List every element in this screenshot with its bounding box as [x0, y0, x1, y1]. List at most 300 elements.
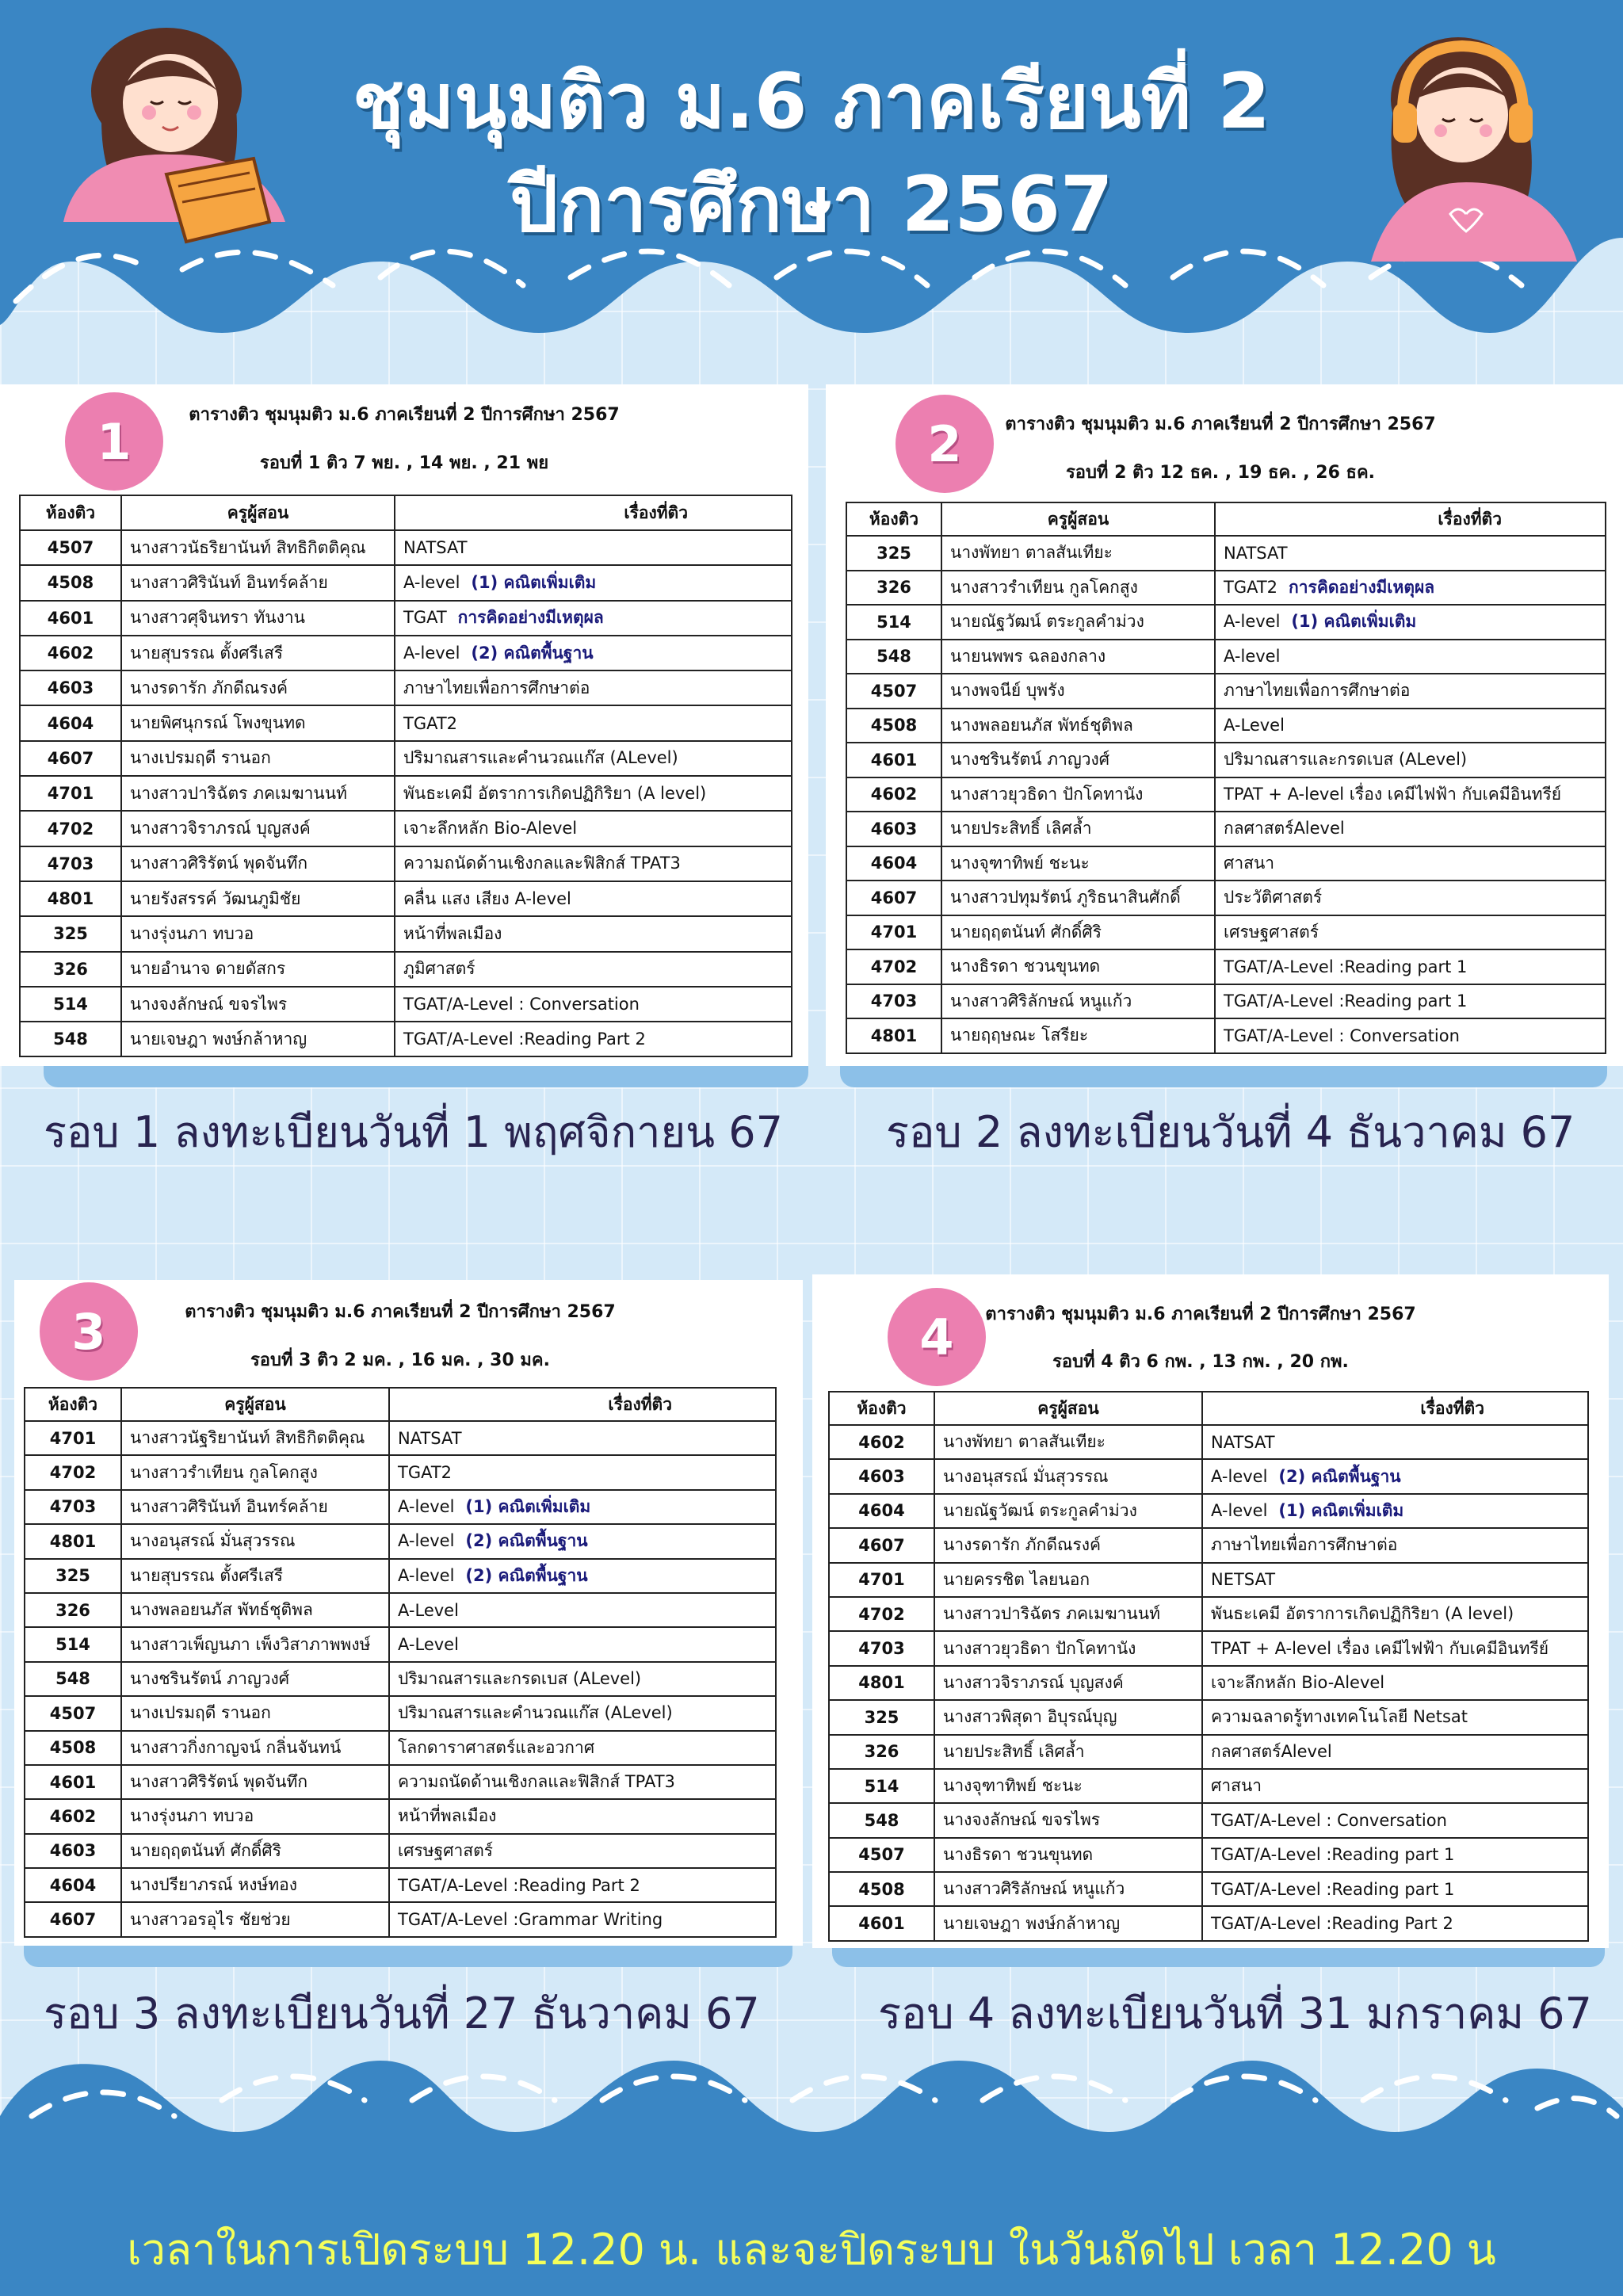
room-cell: 4607 — [846, 881, 941, 915]
room-cell: 4602 — [20, 636, 121, 670]
subject-text: TGAT2 — [398, 1463, 453, 1483]
room-cell: 4602 — [846, 777, 941, 812]
teacher-cell: นางสาวศิรินันท์ อินทร์คล้าย — [121, 565, 395, 600]
teacher-cell: นางพลอยนภัส พัทธ์ชุติพล — [941, 709, 1215, 743]
table-row — [829, 1597, 1588, 1631]
table-row — [829, 1631, 1588, 1665]
room-cell: 4508 — [20, 565, 121, 600]
table-row — [829, 1563, 1588, 1597]
room-cell: 4703 — [25, 1490, 121, 1524]
teacher-cell: นางจุฑาทิพย์ ชะนะ — [934, 1769, 1202, 1803]
subject-text: A-level — [398, 1496, 455, 1516]
subject-text: TGAT/A-Level : Conversation — [1211, 1810, 1447, 1830]
subject-note: (1) คณิตเพิ่มเติม — [471, 572, 597, 592]
subject-cell — [1215, 949, 1606, 984]
table-row — [20, 846, 792, 881]
col-teacher-header: ครูผู้สอน — [934, 1392, 1202, 1425]
table-row — [25, 1662, 776, 1696]
room-cell: 325 — [20, 916, 121, 951]
col-subject-header: เรื่องที่ติว — [389, 1388, 776, 1421]
room-cell: 4701 — [846, 915, 941, 950]
teacher-cell: นางสาวยุวธิดา ปักโคทานัง — [941, 777, 1215, 812]
teacher-cell: นางสาวปาริฉัตร ภคเมฆานนท์ — [934, 1597, 1202, 1631]
room-cell: 4603 — [829, 1459, 934, 1493]
subject-text: TGAT/A-Level :Reading part 1 — [1211, 1845, 1455, 1865]
subject-cell — [395, 601, 792, 636]
table-row — [829, 1528, 1588, 1562]
subject-cell — [1202, 1803, 1588, 1837]
table-row — [846, 605, 1606, 640]
room-cell: 4604 — [20, 705, 121, 740]
table-row — [20, 741, 792, 776]
room-cell: 548 — [829, 1803, 934, 1837]
subject-text: TPAT + A-level เรื่อง เคมีไฟฟ้า กับเคมีอินทรีย์ — [1224, 784, 1562, 804]
subject-text: A-level — [403, 643, 460, 663]
subject-text: A-Level — [398, 1635, 459, 1655]
panel-4-title: ตารางติว ชุมนุมติว ม.6 ภาคเรียนที่ 2 ปีการศึกษา 2567 — [985, 1305, 1416, 1324]
room-cell: 4603 — [20, 670, 121, 705]
table-row — [25, 1902, 776, 1936]
subject-text: เศรษฐศาสตร์ — [398, 1840, 494, 1860]
teacher-cell: นางสาวจิราภรณ์ บุญสงค์ — [121, 811, 395, 846]
round-badge-2: 2 — [896, 395, 994, 493]
table-row — [846, 949, 1606, 984]
subject-cell — [395, 952, 792, 987]
teacher-cell: นางรดารัก ภักดีณรงค์ — [121, 670, 395, 705]
col-subject-header: เรื่องที่ติว — [395, 495, 792, 530]
teacher-cell: นายพิศนุกรณ์ โพงขุนทด — [121, 705, 395, 740]
teacher-cell: นางสาวอรอุไร ชัยช่วย — [121, 1902, 389, 1936]
subject-text: TGAT2 — [1224, 577, 1278, 597]
registration-date-3: รอบ 3 ลงทะเบียนวันที่ 27 ธันวาคม 67 — [44, 1988, 760, 2038]
teacher-cell: นายณัฐวัฒน์ ตระกูลคำม่วง — [934, 1494, 1202, 1528]
subject-text: TGAT/A-Level :Reading part 1 — [1224, 957, 1468, 976]
subject-cell — [389, 1868, 776, 1902]
registration-date-1: รอบ 1 ลงทะเบียนวันที่ 1 พฤศจิกายน 67 — [44, 1107, 783, 1157]
teacher-cell: นางสาวศิริรัตน์ พุดจันทึก — [121, 846, 395, 881]
subject-cell — [395, 916, 792, 951]
room-cell: 325 — [846, 536, 941, 571]
teacher-cell: นางพัทยา ตาลสันเทียะ — [941, 536, 1215, 571]
teacher-cell: นายอำนาจ ดายดัสกร — [121, 952, 395, 987]
table-row — [846, 536, 1606, 571]
room-cell: 4702 — [846, 949, 941, 984]
teacher-cell: นางสาวศิรินันท์ อินทร์คล้าย — [121, 1490, 389, 1524]
teacher-cell: นางสาวเพ็ญนภา เพ็งวิสาภาพพงษ์ — [121, 1627, 389, 1661]
teacher-cell: นางรุ่งนภา ทบวอ — [121, 916, 395, 951]
room-cell: 4603 — [25, 1834, 121, 1868]
subject-cell — [1202, 1872, 1588, 1906]
col-room-header: ห้องติว — [829, 1392, 934, 1425]
subject-cell — [1215, 640, 1606, 674]
subject-cell — [1202, 1838, 1588, 1872]
subject-text: ภาษาไทยเพื่อการศึกษาต่อ — [403, 678, 590, 697]
subject-cell — [395, 565, 792, 600]
table-row — [25, 1731, 776, 1765]
subject-text: คลื่น แสง เสียง A-level — [403, 888, 571, 908]
room-cell: 4601 — [20, 601, 121, 636]
subject-text: หน้าที่พลเมือง — [403, 923, 502, 943]
subject-cell — [395, 776, 792, 811]
subject-text: เศรษฐศาสตร์ — [1224, 922, 1319, 942]
subject-cell — [1202, 1494, 1588, 1528]
subject-cell — [389, 1834, 776, 1868]
subject-cell — [1215, 536, 1606, 571]
room-cell: 4801 — [829, 1666, 934, 1700]
teacher-cell: นางสาวรำเทียน กูลโคกสูง — [121, 1455, 389, 1489]
col-teacher-header: ครูผู้สอน — [121, 495, 395, 530]
room-cell: 4701 — [25, 1421, 121, 1455]
room-cell: 4601 — [829, 1906, 934, 1940]
round-badge-1: 1 — [65, 392, 163, 491]
room-cell: 4701 — [20, 776, 121, 811]
subject-cell — [389, 1731, 776, 1765]
subject-text: NATSAT — [403, 538, 468, 558]
subject-text: หน้าที่พลเมือง — [398, 1806, 497, 1826]
subject-text: ปริมาณสารและกรดเบส (ALevel) — [398, 1668, 642, 1688]
room-cell: 4703 — [829, 1631, 934, 1665]
subject-cell — [395, 987, 792, 1022]
col-room-header: ห้องติว — [846, 502, 941, 536]
subject-text: ความถนัดด้านเชิงกลและฟิสิกส์ TPAT3 — [398, 1772, 675, 1792]
subject-text: โลกดาราศาสตร์และอวกาศ — [398, 1737, 595, 1757]
subject-cell — [389, 1765, 776, 1799]
room-cell: 4604 — [25, 1868, 121, 1902]
subject-text: A-level — [1211, 1500, 1268, 1520]
subject-cell — [1202, 1631, 1588, 1665]
subject-cell — [1202, 1563, 1588, 1597]
room-cell: 4601 — [846, 743, 941, 777]
subject-cell — [1215, 777, 1606, 812]
subject-cell — [389, 1799, 776, 1833]
room-cell: 4801 — [20, 881, 121, 916]
table-row — [25, 1765, 776, 1799]
schedule-table-4 — [828, 1391, 1589, 1942]
table-row — [20, 952, 792, 987]
teacher-cell: นายสุบรรณ ตั้งศรีเสรี — [121, 1559, 389, 1593]
subject-cell — [389, 1662, 776, 1696]
table-row — [846, 846, 1606, 881]
room-cell: 4703 — [20, 846, 121, 881]
subject-text: พันธะเคมี อัตราการเกิดปฏิกิริยา (A level) — [1211, 1604, 1514, 1624]
table-row — [20, 916, 792, 951]
table-row — [20, 565, 792, 600]
subject-text: TGAT/A-Level :Reading part 1 — [1224, 991, 1468, 1011]
subject-text: A-Level — [398, 1600, 459, 1620]
subject-cell — [1215, 605, 1606, 640]
subject-text: ภูมิศาสตร์ — [403, 959, 475, 979]
teacher-cell: นางสาวศิริลักษณ์ หนูแก้ว — [934, 1872, 1202, 1906]
table-row — [829, 1906, 1588, 1940]
table-row — [846, 571, 1606, 606]
table-row — [829, 1769, 1588, 1803]
table-row — [25, 1834, 776, 1868]
teacher-cell: นางเปรมฤดี รานอก — [121, 1696, 389, 1730]
subject-text: A-level — [1224, 612, 1281, 632]
teacher-cell: นายประสิทธิ์ เลิศล้ำ — [941, 812, 1215, 846]
registration-date-4: รอบ 4 ลงทะเบียนวันที่ 31 มกราคม 67 — [878, 1988, 1592, 2038]
table-row — [846, 640, 1606, 674]
col-teacher-header: ครูผู้สอน — [121, 1388, 389, 1421]
table-row — [846, 709, 1606, 743]
teacher-cell: นางพลอยนภัส พัทธ์ชุติพล — [121, 1593, 389, 1627]
subject-note: (1) คณิตเพิ่มเติม — [1278, 1500, 1404, 1520]
subject-cell — [1202, 1425, 1588, 1459]
teacher-cell: นางสาวปาริฉัตร ภคเมฆานนท์ — [121, 776, 395, 811]
subject-text: เจาะลึกหลัก Bio-Alevel — [403, 819, 578, 839]
room-cell: 4507 — [20, 530, 121, 565]
teacher-cell: นางเปรมฤดี รานอก — [121, 741, 395, 776]
table-row — [846, 881, 1606, 915]
subject-cell — [1202, 1528, 1588, 1562]
room-cell: 4701 — [829, 1563, 934, 1597]
teacher-cell: นางปรียาภรณ์ หงษ์ทอง — [121, 1868, 389, 1902]
teacher-cell: นายรังสรรค์ วัฒนภูมิชัย — [121, 881, 395, 916]
room-cell: 548 — [25, 1662, 121, 1696]
subject-cell — [389, 1421, 776, 1455]
round-badge-3: 3 — [40, 1282, 138, 1381]
subject-note: (2) คณิตพื้นฐาน — [465, 1565, 588, 1585]
registration-date-2: รอบ 2 ลงทะเบียนวันที่ 4 ธันวาคม 67 — [886, 1107, 1575, 1157]
subject-text: TGAT/A-Level :Reading Part 2 — [1211, 1914, 1453, 1934]
room-cell: 4604 — [829, 1494, 934, 1528]
teacher-cell: นางรุ่งนภา ทบวอ — [121, 1799, 389, 1833]
subject-text: ศาสนา — [1211, 1776, 1262, 1796]
subject-cell — [1215, 1018, 1606, 1053]
table-row — [846, 984, 1606, 1019]
subject-text: ปริมาณสารและคำนวณแก๊ส (ALevel) — [403, 748, 678, 768]
subject-cell — [389, 1455, 776, 1489]
teacher-cell: นางสาวศิริรัตน์ พุดจันทึก — [121, 1765, 389, 1799]
footer-note: เวลาในการเปิดระบบ 12.20 น. และจะปิดระบบ ในวันถัดไป เวลา 12.20 น — [127, 2225, 1496, 2275]
teacher-cell: นางชรินรัตน์ ภาญวงศ์ — [121, 1662, 389, 1696]
subject-text: กลศาสตร์Alevel — [1211, 1741, 1332, 1761]
panel-1-subtitle: รอบที่ 1 ติว 7 พย. , 14 พย. , 21 พย — [259, 453, 549, 473]
subject-cell — [1215, 881, 1606, 915]
col-subject-header: เรื่องที่ติว — [1202, 1392, 1588, 1425]
room-cell: 326 — [25, 1593, 121, 1627]
teacher-cell: นายณัฐวัฒน์ ตระกูลคำม่วง — [941, 605, 1215, 640]
room-cell: 4702 — [20, 811, 121, 846]
teacher-cell: นางสาวนัฐริยานันท์ สิทธิกิตติคุณ — [121, 1421, 389, 1455]
table-row — [829, 1459, 1588, 1493]
table-row — [20, 987, 792, 1022]
subject-text: ภาษาไทยเพื่อการศึกษาต่อ — [1211, 1535, 1398, 1555]
subject-text: พันธะเคมี อัตราการเกิดปฏิกิริยา (A level) — [403, 783, 707, 803]
subject-cell — [1202, 1459, 1588, 1493]
subject-cell — [395, 705, 792, 740]
table-row — [846, 1018, 1606, 1053]
table-row — [20, 776, 792, 811]
teacher-cell: นางสาวศุจินทรา ทันงาน — [121, 601, 395, 636]
subject-cell — [1202, 1700, 1588, 1734]
teacher-cell: นางสาวยุวธิดา ปักโคทานัง — [934, 1631, 1202, 1665]
teacher-cell: นายเจษฎา พงษ์กล้าหาญ — [121, 1022, 395, 1056]
room-cell: 326 — [20, 952, 121, 987]
subject-cell — [1215, 812, 1606, 846]
subject-note: การคิดอย่างมีเหตุผล — [457, 608, 604, 628]
subject-note: (1) คณิตเพิ่มเติม — [1291, 612, 1417, 632]
subject-text: ประวัติศาสตร์ — [1224, 888, 1323, 907]
subject-text: TGAT/A-Level : Conversation — [403, 995, 640, 1014]
teacher-cell: นายประสิทธิ์ เลิศล้ำ — [934, 1735, 1202, 1769]
teacher-cell: นางสาวปทุมรัตน์ ภูริธนาสินศักดิ์ — [941, 881, 1215, 915]
subject-text: A-level — [1224, 647, 1281, 667]
table-row — [20, 1022, 792, 1056]
subject-cell — [389, 1524, 776, 1558]
subject-text: ปริมาณสารและกรดเบส (ALevel) — [1224, 750, 1468, 770]
teacher-cell: นางอนุสรณ์ มั่นสุวรรณ — [121, 1524, 389, 1558]
schedule-table-2 — [846, 502, 1606, 1054]
table-row — [20, 670, 792, 705]
teacher-cell: นางสาวพิสุดา อิบุรณ์บุญ — [934, 1700, 1202, 1734]
table-row — [25, 1524, 776, 1558]
subject-cell — [389, 1902, 776, 1936]
subject-text: NATSAT — [398, 1428, 462, 1448]
subject-text: ภาษาไทยเพื่อการศึกษาต่อ — [1224, 681, 1411, 701]
teacher-cell: นางสาวนัธริยานันท์ สิทธิกิตติคุณ — [121, 530, 395, 565]
table-row — [25, 1593, 776, 1627]
subject-text: NATSAT — [1211, 1432, 1275, 1452]
table-row — [25, 1696, 776, 1730]
room-cell: 4507 — [846, 674, 941, 709]
subject-cell — [1202, 1906, 1588, 1940]
room-cell: 4703 — [846, 984, 941, 1019]
schedule-table-1 — [19, 495, 792, 1057]
panel-4-subtitle: รอบที่ 4 ติว 6 กพ. , 13 กพ. , 20 กพ. — [1052, 1352, 1349, 1372]
subject-text: TGAT — [403, 608, 447, 628]
subject-note: การคิดอย่างมีเหตุผล — [1289, 577, 1435, 597]
table-row — [25, 1490, 776, 1524]
room-cell: 4604 — [846, 846, 941, 881]
subject-note: (2) คณิตพื้นฐาน — [1278, 1466, 1401, 1486]
teacher-cell: นายสุบรรณ ตั้งศรีเสรี — [121, 636, 395, 670]
table-row — [846, 812, 1606, 846]
subject-cell — [395, 741, 792, 776]
subject-cell — [1215, 674, 1606, 709]
subject-text: NATSAT — [1224, 543, 1288, 563]
col-room-header: ห้องติว — [25, 1388, 121, 1421]
panel-2-title: ตารางติว ชุมนุมติว ม.6 ภาคเรียนที่ 2 ปีการศึกษา 2567 — [1005, 415, 1436, 434]
teacher-cell: นางพัทยา ตาลสันเทียะ — [934, 1425, 1202, 1459]
subject-cell — [1215, 984, 1606, 1019]
table-row — [20, 811, 792, 846]
subject-cell — [389, 1696, 776, 1730]
room-cell: 548 — [20, 1022, 121, 1056]
subject-cell — [389, 1627, 776, 1661]
subject-text: TGAT2 — [403, 713, 458, 733]
subject-cell — [389, 1593, 776, 1627]
subject-note: (2) คณิตพื้นฐาน — [471, 643, 594, 663]
table-row — [829, 1872, 1588, 1906]
room-cell: 514 — [829, 1769, 934, 1803]
page-title: ชุมนุมติว ม.6 ภาคเรียนที่ 2 — [352, 57, 1271, 146]
room-cell: 548 — [846, 640, 941, 674]
room-cell: 326 — [829, 1735, 934, 1769]
page-subtitle: ปีการศึกษา 2567 — [510, 160, 1113, 249]
table-row — [846, 777, 1606, 812]
teacher-cell: นางสาวศิริลักษณ์ หนูแก้ว — [941, 984, 1215, 1019]
subject-text: TPAT + A-level เรื่อง เคมีไฟฟ้า กับเคมีอินทรีย์ — [1211, 1638, 1549, 1658]
room-cell: 4602 — [25, 1799, 121, 1833]
col-room-header: ห้องติว — [20, 495, 121, 530]
room-cell: 4508 — [25, 1731, 121, 1765]
subject-text: TGAT/A-Level :Grammar Writing — [398, 1910, 663, 1930]
room-cell: 4801 — [846, 1018, 941, 1053]
subject-cell — [395, 811, 792, 846]
table-row — [25, 1421, 776, 1455]
subject-cell — [1215, 915, 1606, 950]
subject-text: ความถนัดด้านเชิงกลและฟิสิกส์ TPAT3 — [403, 854, 681, 873]
subject-text: ศาสนา — [1224, 853, 1275, 873]
subject-note: (2) คณิตพื้นฐาน — [465, 1531, 588, 1551]
table-row — [20, 881, 792, 916]
subject-cell — [395, 1022, 792, 1056]
teacher-cell: นายนพพร ฉลองกลาง — [941, 640, 1215, 674]
subject-text: TGAT/A-Level : Conversation — [1224, 1026, 1460, 1045]
panel-2-subtitle: รอบที่ 2 ติว 12 ธค. , 19 ธค. , 26 ธค. — [1065, 463, 1376, 483]
room-cell: 4607 — [25, 1902, 121, 1936]
table-row — [20, 705, 792, 740]
subject-text: กลศาสตร์Alevel — [1224, 819, 1345, 839]
round-badge-4: 4 — [888, 1288, 986, 1386]
subject-text: A-level — [398, 1531, 455, 1551]
subject-cell — [389, 1490, 776, 1524]
panel-1-title: ตารางติว ชุมนุมติว ม.6 ภาคเรียนที่ 2 ปีการศึกษา 2567 — [189, 405, 620, 425]
teacher-cell: นางธิรดา ชวนขุนทด — [934, 1838, 1202, 1872]
teacher-cell: นางอนุสรณ์ มั่นสุวรรณ — [934, 1459, 1202, 1493]
table-row — [829, 1425, 1588, 1459]
table-row — [846, 674, 1606, 709]
subject-text: TGAT/A-Level :Reading Part 2 — [398, 1875, 640, 1895]
teacher-cell: นางสาวกิ่งกาญจน์ กลิ่นจันทน์ — [121, 1731, 389, 1765]
room-cell: 514 — [20, 987, 121, 1022]
subject-cell — [1202, 1769, 1588, 1803]
teacher-cell: นายเจษฎา พงษ์กล้าหาญ — [934, 1906, 1202, 1940]
table-row — [25, 1868, 776, 1902]
room-cell: 4508 — [829, 1872, 934, 1906]
subject-cell — [1202, 1666, 1588, 1700]
table-row — [25, 1455, 776, 1489]
subject-cell — [1215, 571, 1606, 606]
subject-text: ปริมาณสารและคำนวณแก๊ส (ALevel) — [398, 1703, 673, 1723]
room-cell: 514 — [25, 1627, 121, 1661]
table-row — [829, 1494, 1588, 1528]
room-cell: 4607 — [829, 1528, 934, 1562]
subject-note: (1) คณิตเพิ่มเติม — [465, 1496, 591, 1516]
table-row — [829, 1700, 1588, 1734]
teacher-cell: นายฤฤษณะ โสรียะ — [941, 1018, 1215, 1053]
room-cell: 326 — [846, 571, 941, 606]
subject-cell — [1215, 846, 1606, 881]
teacher-cell: นางจุฑาทิพย์ ชะนะ — [941, 846, 1215, 881]
room-cell: 4507 — [829, 1838, 934, 1872]
subject-cell — [395, 846, 792, 881]
table-row — [25, 1559, 776, 1593]
teacher-cell: นางธิรดา ชวนขุนทด — [941, 949, 1215, 984]
subject-text: เจาะลึกหลัก Bio-Alevel — [1211, 1672, 1385, 1692]
subject-cell — [395, 636, 792, 670]
col-subject-header: เรื่องที่ติว — [1215, 502, 1606, 536]
subject-cell — [389, 1559, 776, 1593]
room-cell: 4603 — [846, 812, 941, 846]
subject-cell — [395, 530, 792, 565]
teacher-cell: นายฤฤตนันท์ ศักดิ์ศิริ — [121, 1834, 389, 1868]
table-row — [829, 1735, 1588, 1769]
subject-text: ความฉลาดรู้ทางเทคโนโลยี Netsat — [1211, 1707, 1468, 1727]
room-cell: 4702 — [829, 1597, 934, 1631]
subject-text: A-level — [1211, 1466, 1268, 1486]
